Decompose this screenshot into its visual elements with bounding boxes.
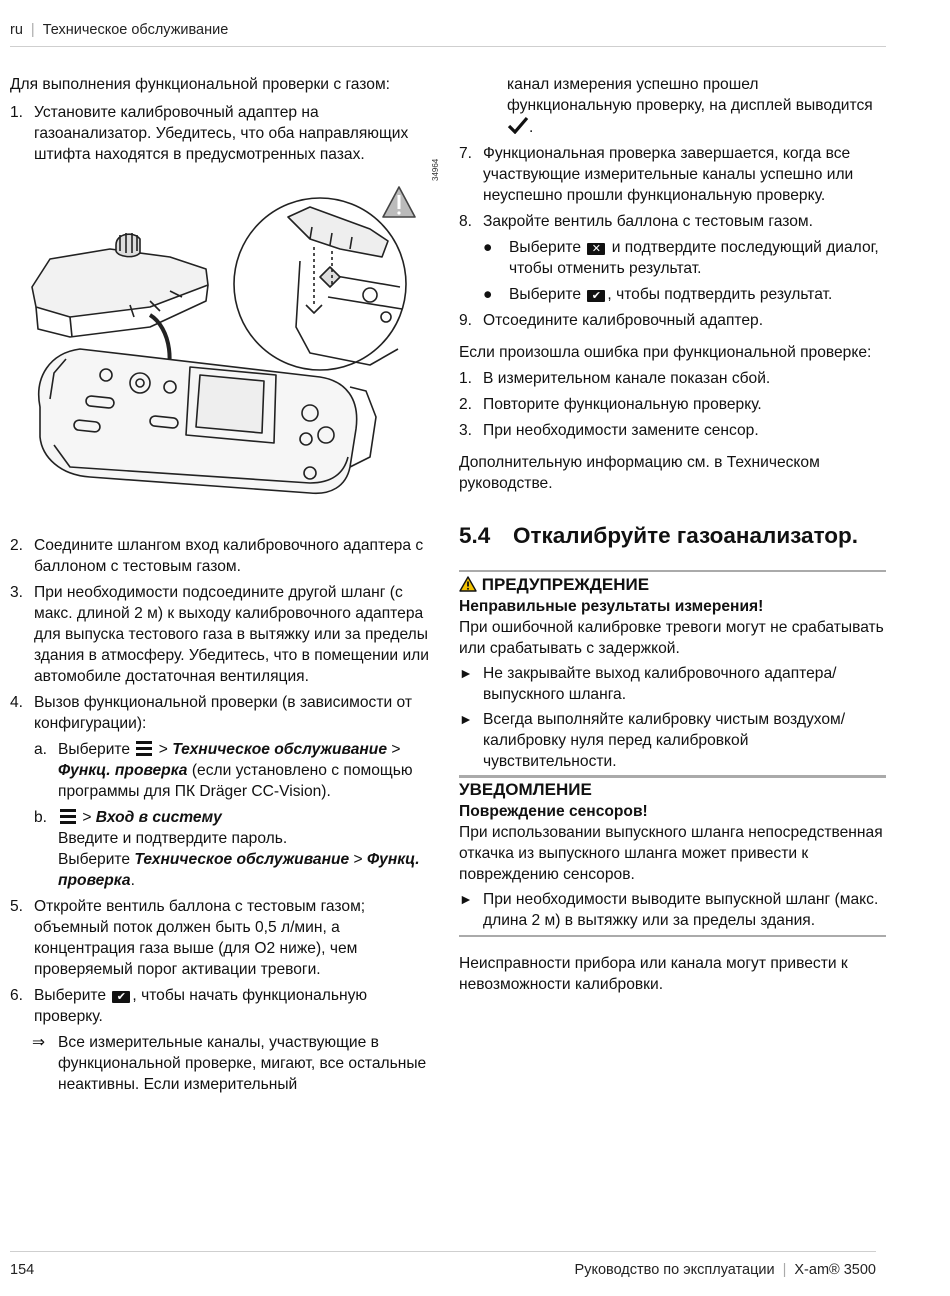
step-4b: b. > Вход в систему Введите и подтвердите пароль. Выберите Техническое обслуживание > Функц. проверка. bbox=[34, 809, 420, 889]
warning-box bbox=[459, 574, 886, 772]
step-6-result-cont: канал измерения успешно прошел функциональную проверку, на дисплей выводится . bbox=[507, 76, 873, 136]
step-9: 9. Отсоедините калибровочный адаптер. bbox=[459, 312, 764, 329]
page-header: ru | Техническое обслуживание bbox=[10, 20, 886, 47]
step-6: 6. Выберите ✔ , чтобы начать функциональную проверку. bbox=[10, 987, 368, 1025]
checkbox-confirm-icon: ✔ bbox=[587, 290, 605, 302]
notice-title: УВЕДОМЛЕНИЕ bbox=[459, 780, 592, 799]
more-info-text: Дополнительную информацию см. в Техническом руководстве. bbox=[459, 454, 820, 492]
warning-triangle-icon bbox=[459, 576, 477, 592]
warning-title: ПРЕДУПРЕЖДЕНИЕ bbox=[481, 575, 650, 594]
warning-text: При ошибочной калибровке тревоги могут не срабатывать или срабатывать с задержкой. bbox=[459, 619, 884, 657]
step-4: 4. Вызов функциональной проверки (в зависимости от конфигурации): bbox=[10, 694, 412, 732]
footer-product: X-am® 3500 bbox=[794, 1262, 876, 1278]
calibration-adapter-drawing bbox=[10, 177, 434, 527]
intro-text: Для выполнения функциональной проверки с газом: bbox=[10, 76, 390, 93]
error-step-2: 2. Повторите функциональную проверку. bbox=[459, 396, 762, 413]
warning-action-1: ► Не закрывайте выход калибровочного адаптера/выпускного шланга. bbox=[459, 665, 837, 703]
notice-box bbox=[459, 779, 886, 931]
step-1: 1. Установите калибровочный адаптер на газоанализатор. Убедитесь, что оба направляющих штифта находятся в предусмотренных пазах. bbox=[10, 104, 409, 163]
menu-icon bbox=[60, 809, 76, 824]
notice-action-1: ► При необходимости выводите выпускной шланг (макс. длина 2 м) в вытяжку или за пределы здания. bbox=[459, 891, 879, 929]
warning-action-2: ► Всегда выполняйте калибровку чистым воздухом/калибровку нуля перед калибровкой чувствительности. bbox=[459, 711, 846, 770]
menu-icon bbox=[136, 741, 152, 756]
device-illustration bbox=[10, 158, 440, 527]
step-7: 7. Функциональная проверка завершается, когда все участвующие измерительные каналы успешно или неуспешно прошли функциональную проверку. bbox=[459, 145, 854, 204]
step-3: 3. При необходимости подсоедините другой шланг (с макс. длиной 2 м) к выходу калибровочного адаптера для выпуска тестового газа в вытяжку или за пределы здания в атмосферу. Убедитесь, что в помещении или автомобиле достаточная вентиляция. bbox=[10, 584, 429, 685]
notice-text: При использовании выпускного шланга непосредственная откачка из выпускного шланга может привести к повреждению сенсоров. bbox=[459, 824, 883, 883]
step-8-bullet-cancel: ● Выберите ✕ и подтвердите последующий диалог, чтобы отменить результат. bbox=[483, 239, 879, 277]
step-4a: a. Выберите > Техническое обслуживание > Функц. проверка (если установлено с помощью программы для ПК Dräger CC-Vision). bbox=[34, 741, 413, 800]
page-number: 154 bbox=[10, 1262, 35, 1278]
step-8: 8. Закройте вентиль баллона с тестовым газом. bbox=[459, 213, 813, 230]
warning-subtitle: Неправильные результаты измерения! bbox=[459, 598, 764, 615]
cancel-x-icon: ✕ bbox=[587, 243, 605, 255]
checkmark-icon bbox=[507, 116, 529, 134]
header-lang: ru bbox=[10, 22, 23, 38]
step-8-bullet-confirm: ● Выберите ✔ , чтобы подтвердить результат. bbox=[483, 286, 833, 303]
right-column bbox=[459, 74, 886, 995]
step-2: 2. Соедините шлангом вход калибровочного адаптера с баллоном с тестовым газом. bbox=[10, 537, 424, 575]
final-text: Неисправности прибора или канала могут привести к невозможности калибровки. bbox=[459, 955, 848, 993]
notice-box-top-rule bbox=[459, 775, 886, 778]
error-step-1: 1. В измерительном канале показан сбой. bbox=[459, 370, 771, 387]
header-section: Техническое обслуживание bbox=[42, 22, 229, 38]
figure-id: 34964 bbox=[431, 158, 440, 181]
footer-doc-title: Руководство по эксплуатации bbox=[574, 1262, 775, 1278]
page-footer: 154 Руководство по эксплуатации | X-am® 3500 bbox=[10, 1251, 876, 1286]
error-step-3: 3. При необходимости замените сенсор. bbox=[459, 422, 759, 439]
step-5: 5. Откройте вентиль баллона с тестовым газом; объемный поток должен быть 0,5 л/мин, а концентрация газа выше (для O2 ниже), чем проверяемый порог активации тревоги. bbox=[10, 898, 366, 978]
warning-box-top-rule bbox=[459, 570, 886, 572]
notice-subtitle: Повреждение сенсоров! bbox=[459, 803, 648, 820]
step-6-result: ⇒ Все измерительные каналы, участвующие в функциональной проверке, мигают, все остальные неактивны. Если измерительный bbox=[32, 1034, 427, 1093]
checkbox-confirm-icon: ✔ bbox=[112, 991, 130, 1003]
section-heading: 5.4 Откалибруйте газоанализатор. bbox=[459, 523, 859, 548]
error-intro: Если произошла ошибка при функциональной проверке: bbox=[459, 344, 872, 361]
left-column bbox=[10, 74, 440, 1095]
notice-box-bottom-rule bbox=[459, 935, 886, 937]
